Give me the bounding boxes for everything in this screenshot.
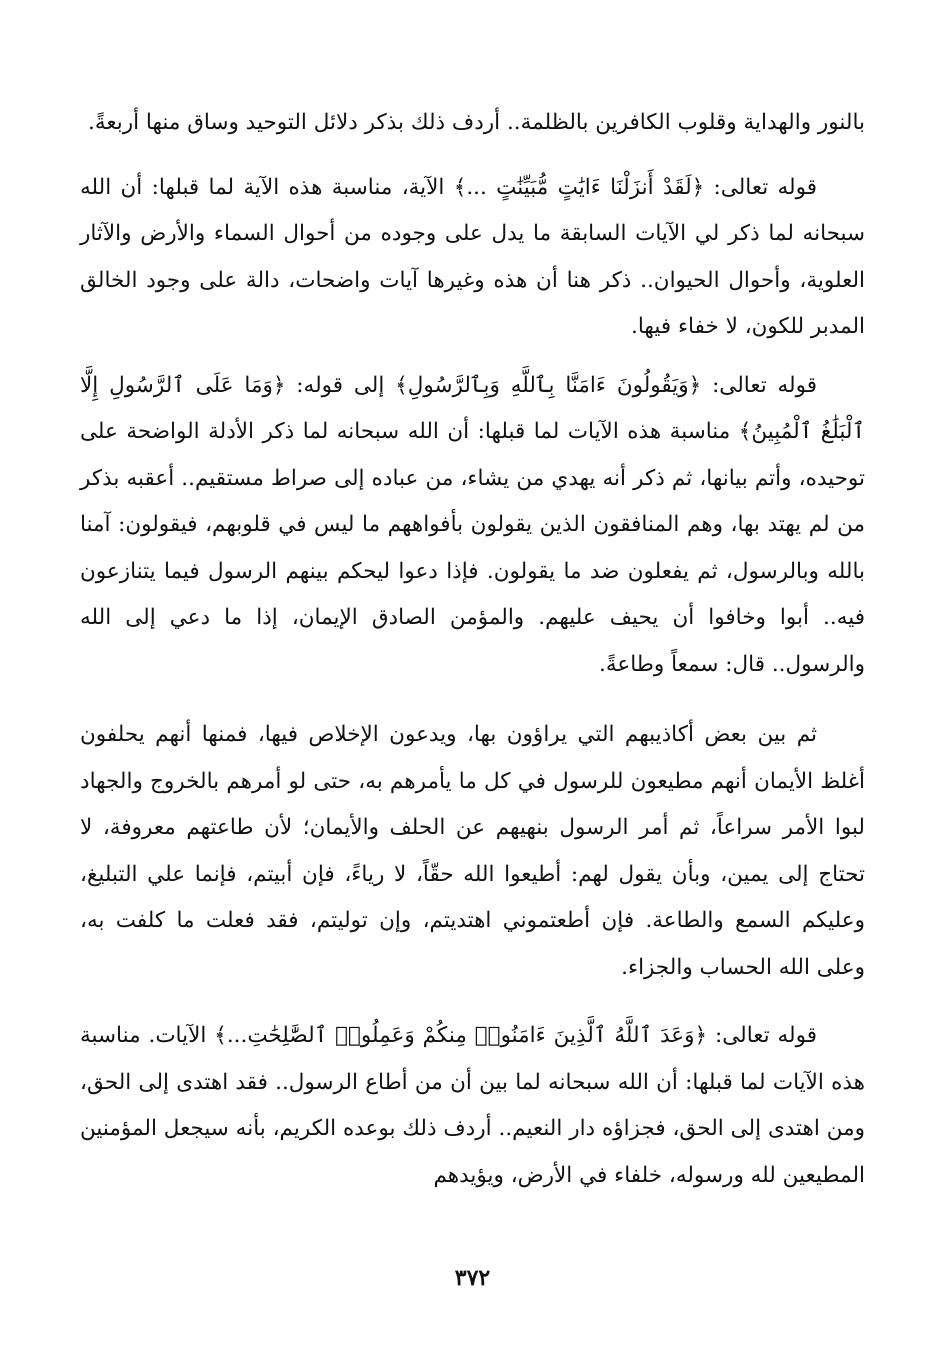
page-body [80,100,865,1199]
paragraph-continuation: بالنور والهداية وقلوب الكافرين بالظلمة.. أردف ذلك بذكر دلائل التوحيد وساق منها أربعةً. [88,110,865,135]
page-number: ٣٧٢ [454,1265,491,1291]
paragraph-verse-signs: قوله تعالى: ﴿لَقَدْ أَنزَلْنَا ءَايَٰتٍ مُّبَيِّنَٰتٍ ...﴾ الآية، مناسبة هذه الآية لما قبلها: أن الله سبحانه لما ذكر لي الآيات السابقة ما يدل على وجوده من أحوال السماء والأرض والآثار العلوية، وأحوال الحيوان.. ذكر هنا أن هذه وغيرها آيات واضحات، دالة على وجود الخالق المدبر للكون، لا خفاء فيها. [80,174,865,339]
paragraph-lies: ثم بين بعض أكاذيبهم التي يراؤون بها، ويدعون الإخلاص فيها، فمنها أنهم يحلفون أغلظ الأيمان أنهم مطيعون للرسول في كل ما يأمرهم به، حتى لو أمرهم بالخروج والجهاد لبوا الأمر سراعاً، ثم أمر الرسول بنهيهم عن الحلف والأيمان؛ لأن طاعتهم معروفة، لا تحتاج إلى يمين، وبأن يقول لهم: أطيعوا الله حقّاً، لا رياءً، فإن أبيتم، فإنما علي التبليغ، وعليكم السمع والطاعة. فإن أطعتموني اهتديتم، وإن توليتم، فقد فعلت ما كلفت به، وعلى الله الحساب والجزاء. [80,722,865,980]
paragraph-hypocrites: قوله تعالى: ﴿وَيَقُولُونَ ءَامَنَّا بِٱللَّهِ وَبِٱلرَّسُولِ﴾ إلى قوله: ﴿وَمَا عَلَى ٱلرَّسُولِ إِلَّا ٱلْبَلَٰغُ ٱلْمُبِينُ﴾ مناسبة هذه الآيات لما قبلها: أن الله سبحانه لما ذكر الأدلة الواضحة على توحيده، وأتم بيانها، ثم ذكر أنه يهدي من يشاء، من عباده إلى صراط مستقيم.. أعقبه بذكر من لم يهتد بها، وهم المنافقون الذين يقولون بأفواههم ما ليس في قلوبهم، فيقولون: آمنا بالله وبالرسول، ثم يفعلون ضد ما يقولون. فإذا دعوا ليحكم بينهم الرسول فيما يتنازعون فيه.. أبوا وخافوا أن يحيف عليهم. والمؤمن الصادق الإيمان، إذا ما دعي إلى الله والرسول.. قال: سمعاً وطاعةً. [80,372,865,677]
paragraph-promise: قوله تعالى: ﴿وَعَدَ ٱللَّهُ ٱلَّذِينَ ءَامَنُوا۟ مِنكُمْ وَعَمِلُوا۟ ٱلصَّٰلِحَٰتِ...﴾ الآيات. مناسبة هذه الآيات لما قبلها: أن الله سبحانه لما بين أن من أطاع الرسول.. فقد اهتدى إلى الحق، ومن اهتدى إلى الحق، فجزاؤه دار النعيم.. أردف ذلك بوعده الكريم، بأنه سيجعل المؤمنين المطيعين لله ورسوله، خلفاء في الأرض، ويؤيدهم [80,1023,865,1188]
